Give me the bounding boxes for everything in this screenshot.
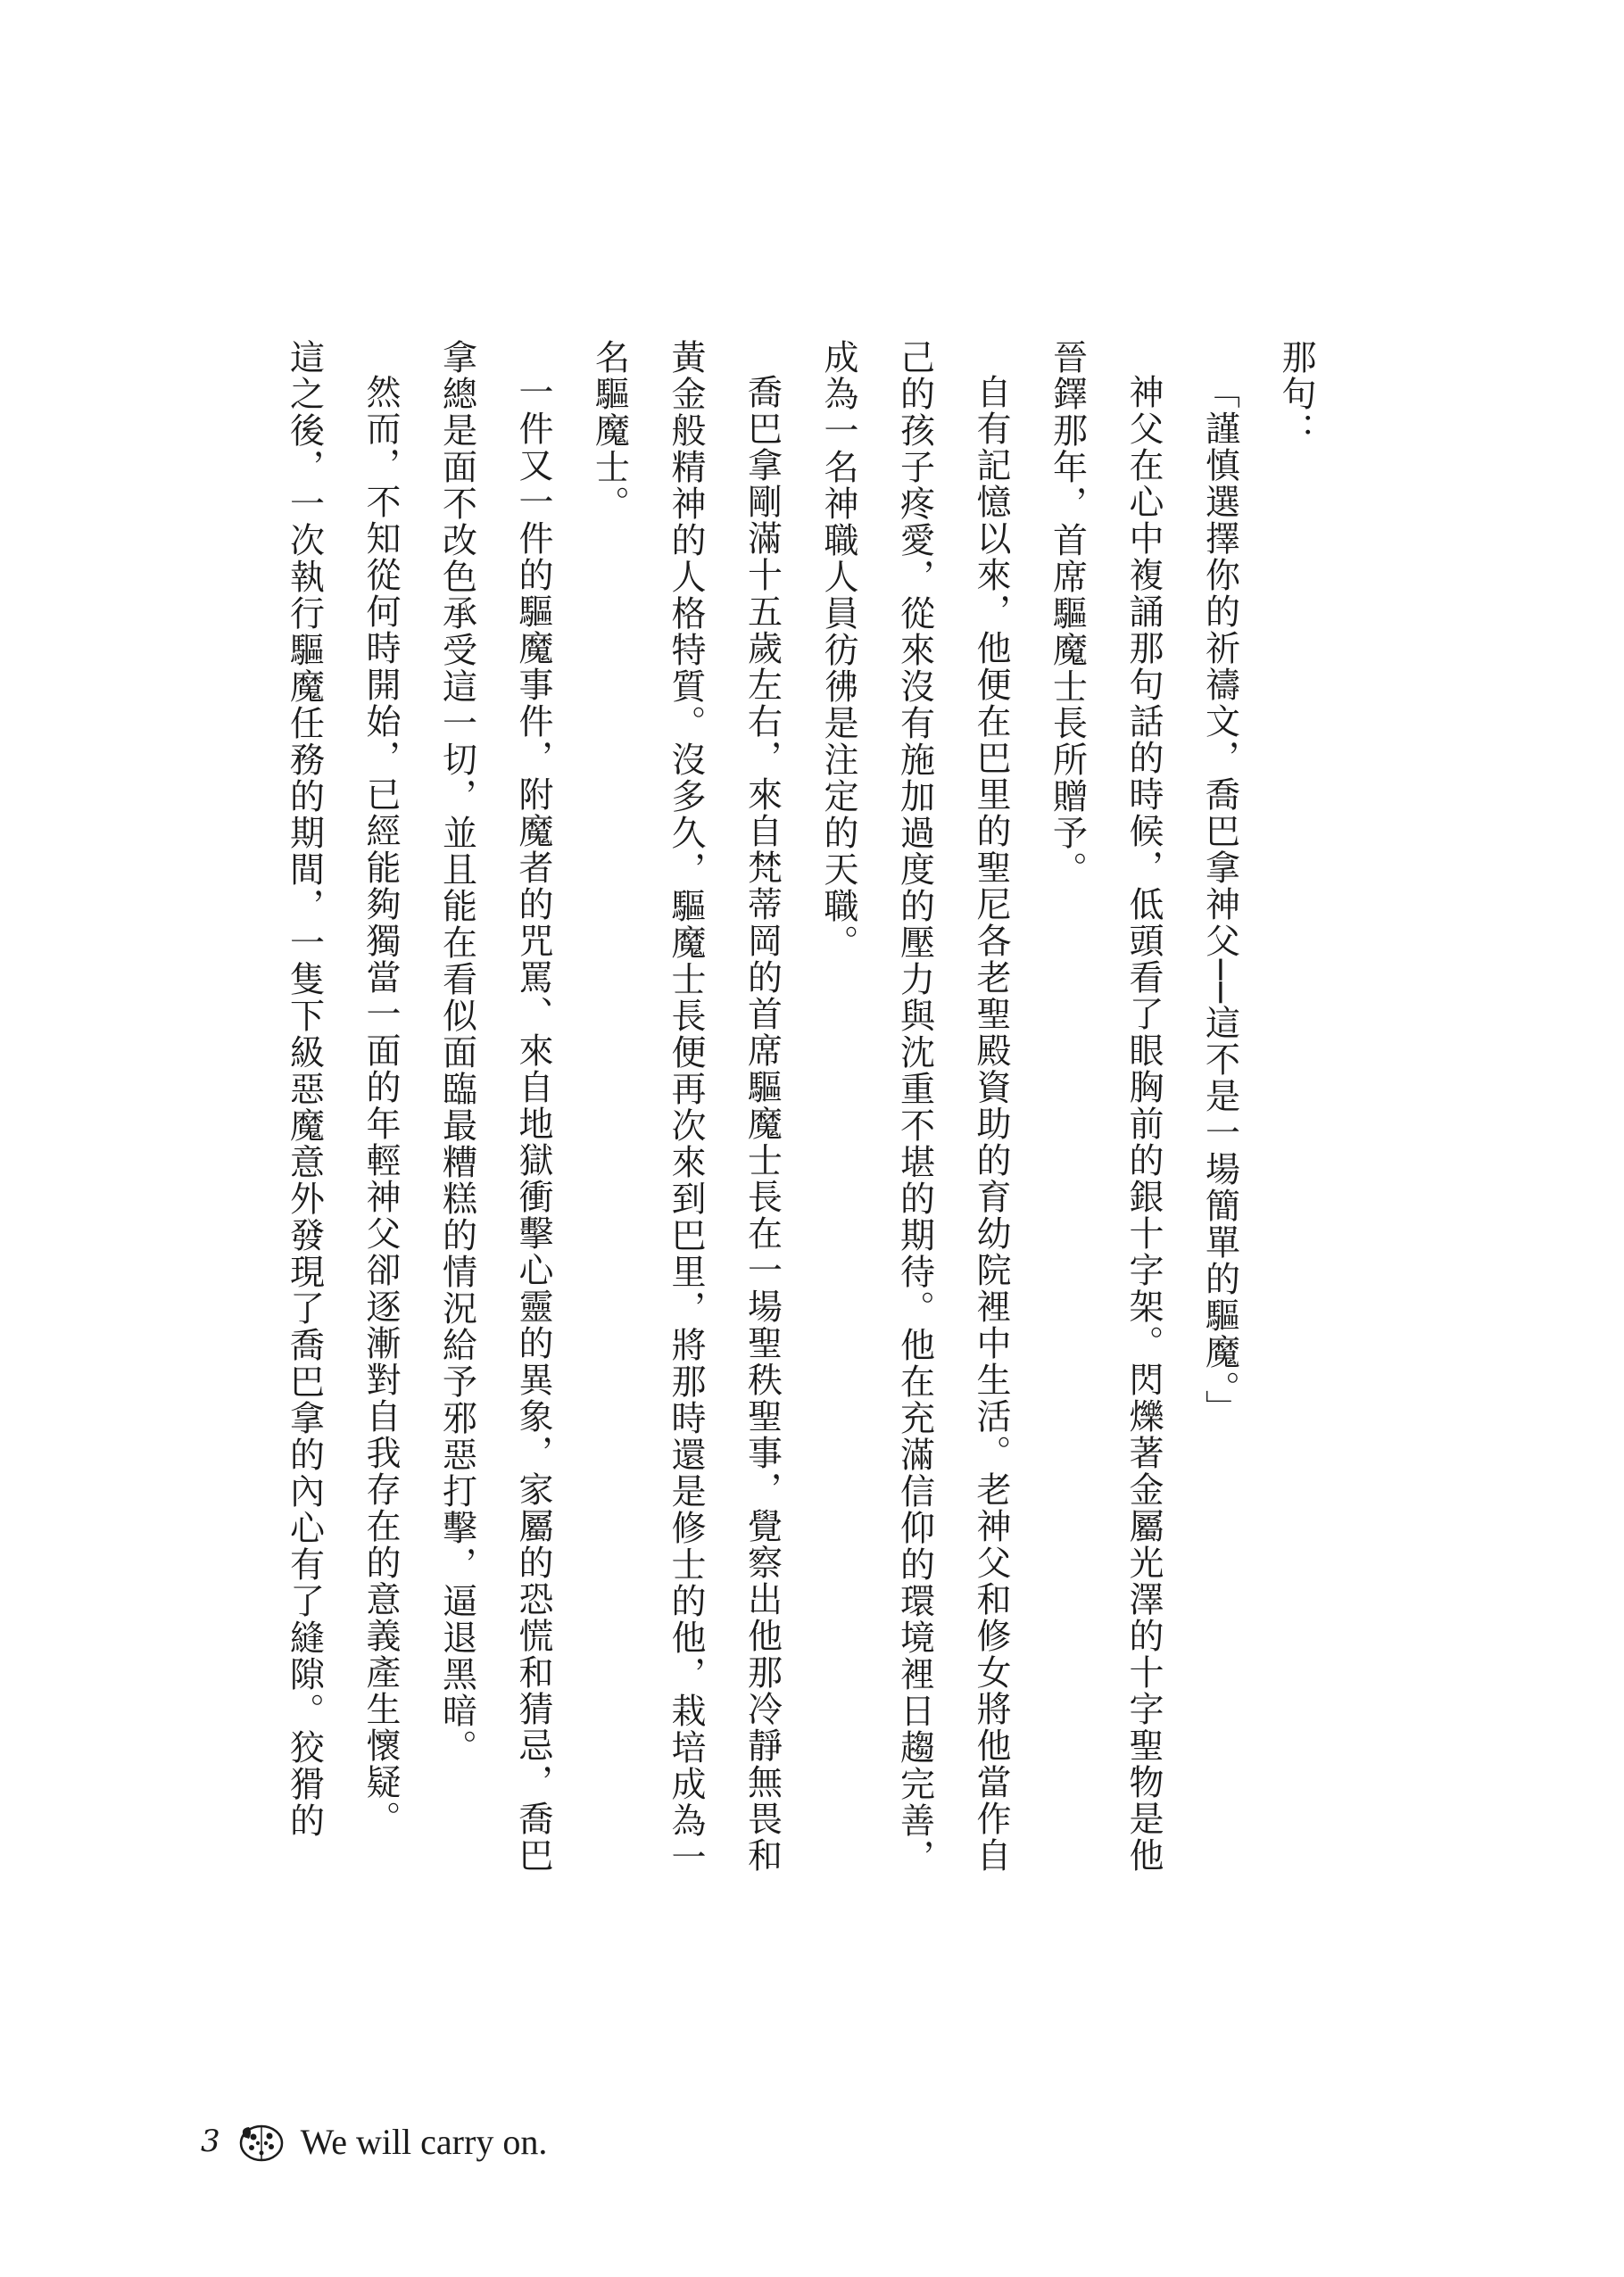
page-number: 3 <box>201 2124 220 2159</box>
paragraph-6: 一件又一件的驅魔事件，附魔者的咒罵、來自地獄衝擊心靈的異象，家屬的恐慌和猜忌，喬巴拿總是面不改色承受這一切，並且能在看似面臨最糟糕的情況給予邪惡打擊，逼退黑暗。 <box>436 339 553 1874</box>
vertical-text-body <box>277 339 1334 1909</box>
paragraph-8: 這之後，一次執行驅魔任務的期間，一隻下級惡魔意外發現了喬巴拿的內心有了縫隙。狡猾的 <box>284 339 325 1839</box>
footer-tagline: We will carry on. <box>300 2121 548 2162</box>
paragraph-7: 然而，不知從何時開始，已經能夠獨當一面的年輕神父卻逐漸對自我存在的意義產生懷疑。 <box>360 374 401 1837</box>
paragraph-2: 「謹慎選擇你的祈禱文，喬巴拿神父──這不是一場簡單的驅魔。」 <box>1199 374 1240 1427</box>
paragraph-5: 喬巴拿剛滿十五歲左右，來自梵蒂岡的首席驅魔士長在一場聖秩聖事，覺察出他那冷靜無畏和黃金般精神的人格特質。沒多久，驅魔士長便再次來到巴里，將那時還是修士的他，栽培成為一名驅魔士。 <box>589 339 783 1875</box>
paragraph-4: 自有記憶以來，他便在巴里的聖尼各老聖殿資助的育幼院裡中生活。老神父和修女將他當作自己的孩子疼愛，從來沒有施加過度的壓力與沈重不堪的期待。他在充滿信仰的環境裡日趨完善，成為一名神職人員彷彿是注定的天職。 <box>818 339 1011 1875</box>
page-footer <box>201 2115 547 2168</box>
paragraph-1: 那句： <box>1276 339 1316 449</box>
paragraph-3: 神父在心中複誦那句話的時候，低頭看了眼胸前的銀十字架。閃爍著金屬光澤的十字聖物是他晉鐸那年，首席驅魔士長所贈予。 <box>1047 339 1164 1874</box>
ladybug-icon <box>235 2119 285 2164</box>
